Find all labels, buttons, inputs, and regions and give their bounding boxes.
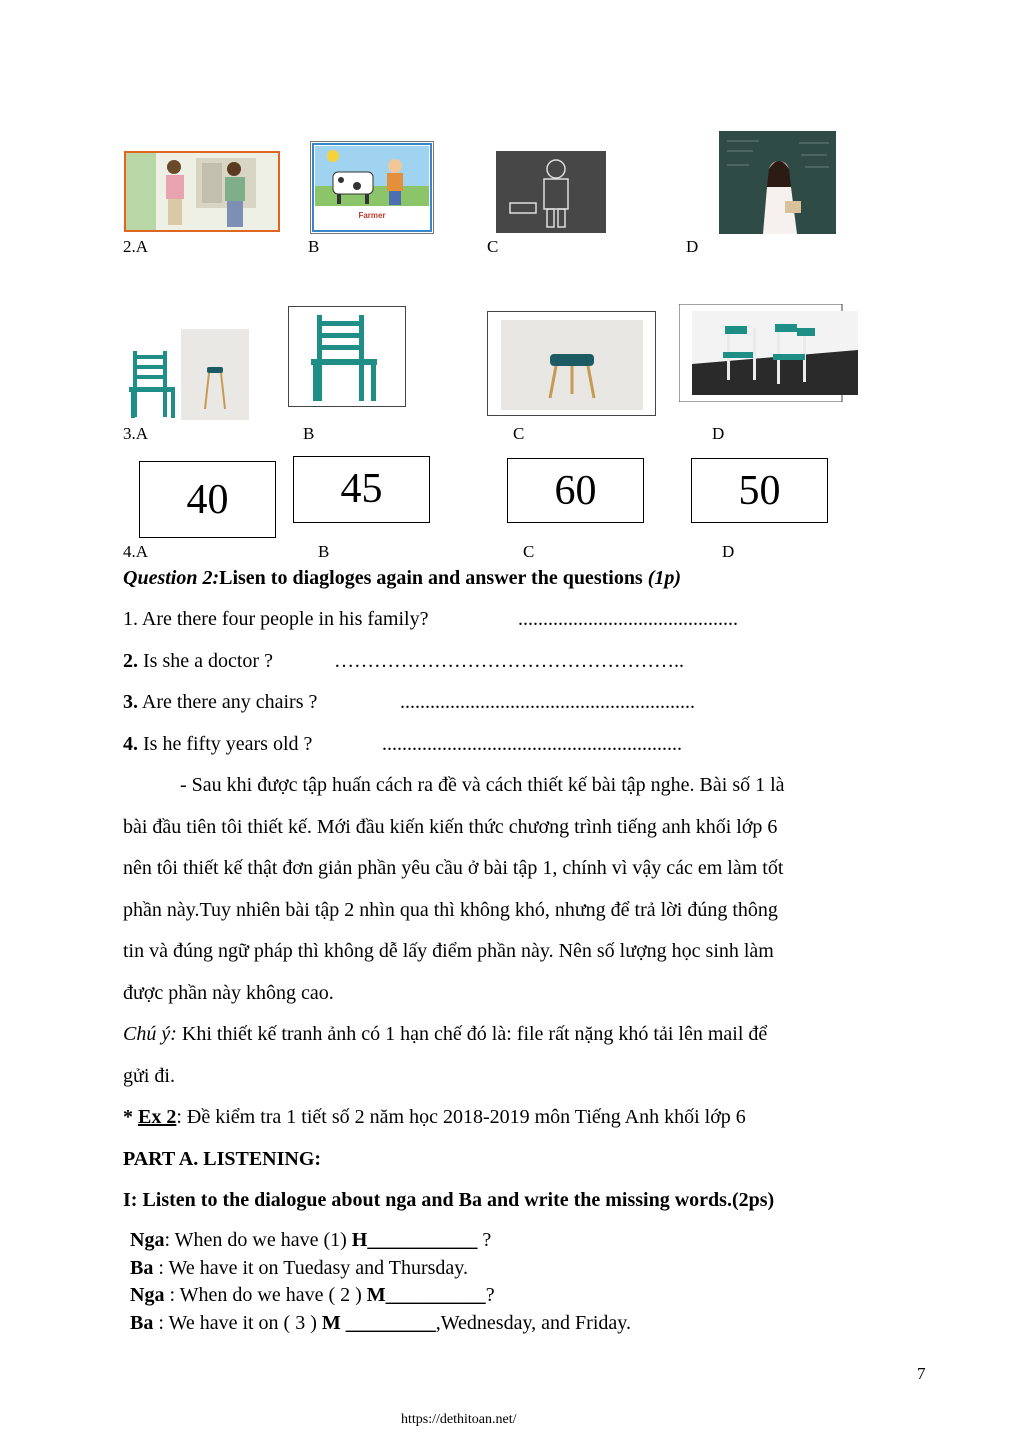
option-label-4d: D [722,542,735,561]
answer-dots-4: ............................................................ [382,733,682,755]
answer-dots-3: ........................................................... [400,691,695,713]
part-a-heading: PART A. LISTENING: [123,1148,322,1170]
picture-2a-two-people-talking [124,151,280,232]
answer-dots-1: ............................................ [518,608,738,630]
ex2-heading [123,1105,746,1129]
option-label-3b: B [303,424,315,443]
question-2-label: Question 2: [123,567,220,589]
section-i-instruction: I: Listen to the dialogue about nga and Ba and write the missing words.(2ps) [123,1189,775,1211]
ex2-star: * [123,1106,138,1128]
paragraph-line-6: được phần này không cao. [123,982,334,1004]
number-box-4d: 50 [691,458,828,523]
note-line-2: gửi đi. [123,1065,175,1087]
ex2-label: Ex 2 [138,1106,177,1128]
number-box-4a: 40 [139,461,276,538]
paragraph-line-3: nên tôi thiết kế thật đơn giản phần yêu cầu ở bài tập 1, chính vì vậy các em làm tốt [123,857,784,879]
question-item-3-text: Are there any chairs ? [138,691,318,713]
blank-1: H___________ [351,1229,478,1251]
picture-2c-doctor-sketch [496,151,606,233]
question-item-2-number: 2. [123,650,138,672]
option-label-3c: C [513,424,525,443]
paragraph-line-5: tin và đúng ngữ pháp thì không dễ lấy điểm phần này. Nên số lượng học sinh làm [123,940,774,962]
footer-url[interactable]: https://dethitoan.net/ [401,1412,517,1427]
number-box-4b: 45 [293,456,430,523]
picture-3c-stool [487,311,656,416]
question-item-1 [123,607,428,631]
option-label-3a: 3.A [123,424,149,443]
dialogue-speaker: Nga [130,1229,165,1251]
question-2-heading [123,566,681,590]
option-label-2d: D [686,237,699,256]
note-label: Chú ý: [123,1023,177,1045]
dialogue-line-1: Nga: When do we have (1) H___________ ? [130,1229,492,1251]
option-label-2c: C [487,237,499,256]
option-label-4c: C [523,542,535,561]
note-line-1 [123,1022,767,1046]
paragraph-line-4: phần này.Tuy nhiên bài tập 2 nhìn qua thì không khó, nhưng để trả lời đúng thông [123,899,778,921]
picture-3d-chairs-set [679,304,858,402]
dialogue-line-2: Ba : We have it on Tuedasy and Thursday. [130,1257,469,1279]
question-item-1-text: 1. Are there four people in his family? [123,608,429,630]
farmer-caption: Farmer [358,211,386,220]
option-label-4a: 4.A [123,542,149,561]
option-label-2b: B [308,237,320,256]
question-item-3 [123,690,317,714]
blank-2: M__________ [366,1284,486,1306]
paragraph-line-1: - Sau khi được tập huấn cách ra đề và cách thiết kế bài tập nghe. Bài số 1 là [180,774,785,796]
question-item-4 [123,732,312,756]
question-item-2 [123,649,273,673]
ex2-title: : Đề kiểm tra 1 tiết số 2 năm học 2018-2019 môn Tiếng Anh khối lớp 6 [176,1106,746,1128]
picture-3b-chair [288,306,406,407]
question-2-instruction: Lisen to diagloges again and answer the questions [219,567,648,589]
number-box-4c: 60 [507,458,644,523]
question-item-4-number: 4. [123,733,138,755]
dialogue-speaker: Ba [130,1312,154,1334]
note-text: Khi thiết kế tranh ảnh có 1 hạn chế đó là: file rất nặng khó tải lên mail để [176,1023,768,1045]
dialogue-line-3: Nga : When do we have ( 2 ) M__________? [130,1284,495,1306]
question-item-2-text: Is she a doctor ? [138,650,273,672]
dialogue-speaker: Ba [130,1257,154,1279]
option-label-4b: B [318,542,330,561]
answer-dots-2: …………………………………………….. [334,650,684,672]
picture-2b-farmer [310,141,434,234]
option-label-3d: D [712,424,725,443]
dialogue-line-4: Ba : We have it on ( 3 ) M _________,Wednesday, and Friday. [130,1312,631,1334]
question-2-points: (1p) [647,567,682,589]
blank-3: M _________ [321,1312,436,1334]
picture-2d-teacher-at-board [719,131,836,234]
option-label-2a: 2.A [123,237,149,256]
question-item-4-text: Is he fifty years old ? [138,733,313,755]
paragraph-line-2: bài đầu tiên tôi thiết kế. Mới đầu kiến kiến thức chương trình tiếng anh khối lớp 6 [123,816,778,838]
question-item-3-number: 3. [123,691,138,713]
page-number: 7 [917,1364,926,1383]
picture-3a-chair-and-stool [123,329,249,420]
dialogue-speaker: Nga [130,1284,165,1306]
